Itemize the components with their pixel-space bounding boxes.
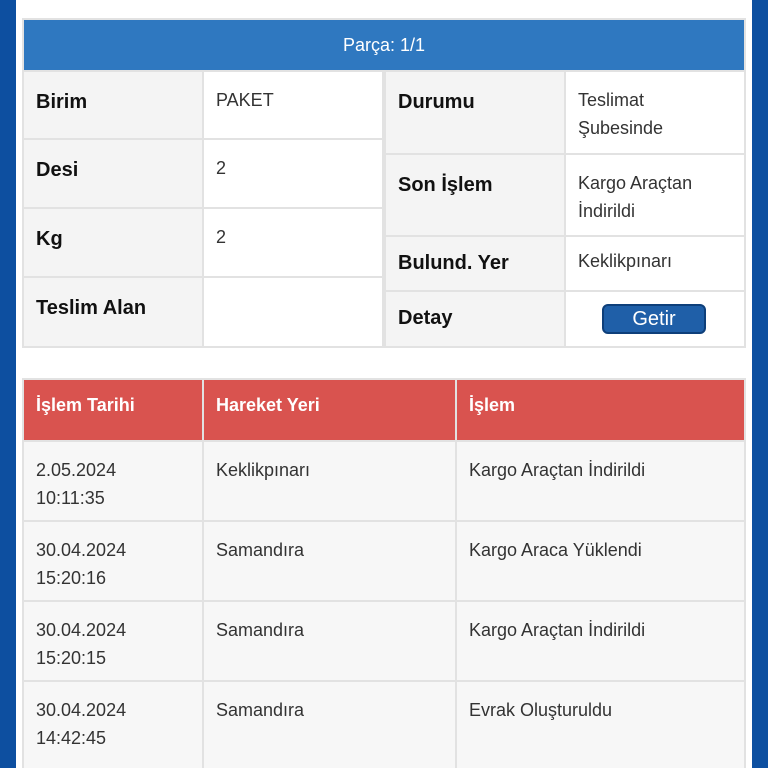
- status-label: Durumu: [386, 72, 564, 153]
- status-value-line1: Teslimat: [578, 90, 645, 110]
- row-date: 30.04.2024: [36, 620, 127, 640]
- row-time: 15:20:16: [36, 568, 107, 588]
- row-time: 14:42:45: [36, 728, 107, 748]
- unit-label: Birim: [24, 72, 202, 138]
- row-place: Keklikpınarı: [204, 442, 455, 520]
- history-table: [22, 378, 746, 768]
- last-action-value: [566, 155, 744, 235]
- row-action: Evrak Oluşturuldu: [457, 682, 744, 768]
- piece-header: Parça: 1/1: [24, 20, 744, 70]
- row-time: 15:20:15: [36, 648, 107, 668]
- col-header-date: İşlem Tarihi: [24, 380, 202, 440]
- receiver-value: [204, 278, 382, 346]
- row-place: Samandıra: [204, 602, 455, 680]
- piece-info-panel: [22, 18, 746, 348]
- status-value: [566, 72, 744, 153]
- getir-button[interactable]: Getir: [602, 304, 706, 334]
- unit-value: PAKET: [204, 72, 382, 138]
- status-value-line2: Şubesinde: [578, 118, 664, 138]
- row-place: Samandıra: [204, 522, 455, 600]
- row-action: Kargo Araca Yüklendi: [457, 522, 744, 600]
- receiver-label: Teslim Alan: [24, 278, 202, 346]
- table-row-date: [24, 682, 202, 768]
- row-place: Samandıra: [204, 682, 455, 768]
- row-date: 2.05.2024: [36, 460, 117, 480]
- col-header-place: Hareket Yeri: [204, 380, 455, 440]
- page: [16, 0, 752, 768]
- row-action: Kargo Araçtan İndirildi: [457, 442, 744, 520]
- last-action-line2: İndirildi: [578, 201, 636, 221]
- table-row-date: [24, 522, 202, 600]
- location-label: Bulund. Yer: [386, 237, 564, 290]
- row-date: 30.04.2024: [36, 540, 127, 560]
- table-row-date: [24, 602, 202, 680]
- table-row-date: [24, 442, 202, 520]
- kg-label: Kg: [24, 209, 202, 276]
- detail-cell: [566, 292, 744, 346]
- location-value: Keklikpınarı: [566, 237, 744, 290]
- kg-value: 2: [204, 209, 382, 276]
- desi-value: 2: [204, 140, 382, 207]
- desi-label: Desi: [24, 140, 202, 207]
- last-action-label: Son İşlem: [386, 155, 564, 235]
- row-action: Kargo Araçtan İndirildi: [457, 602, 744, 680]
- row-date: 30.04.2024: [36, 700, 127, 720]
- col-header-action: İşlem: [457, 380, 744, 440]
- detail-label: Detay: [386, 292, 564, 346]
- last-action-line1: Kargo Araçtan: [578, 173, 693, 193]
- row-time: 10:11:35: [36, 488, 105, 508]
